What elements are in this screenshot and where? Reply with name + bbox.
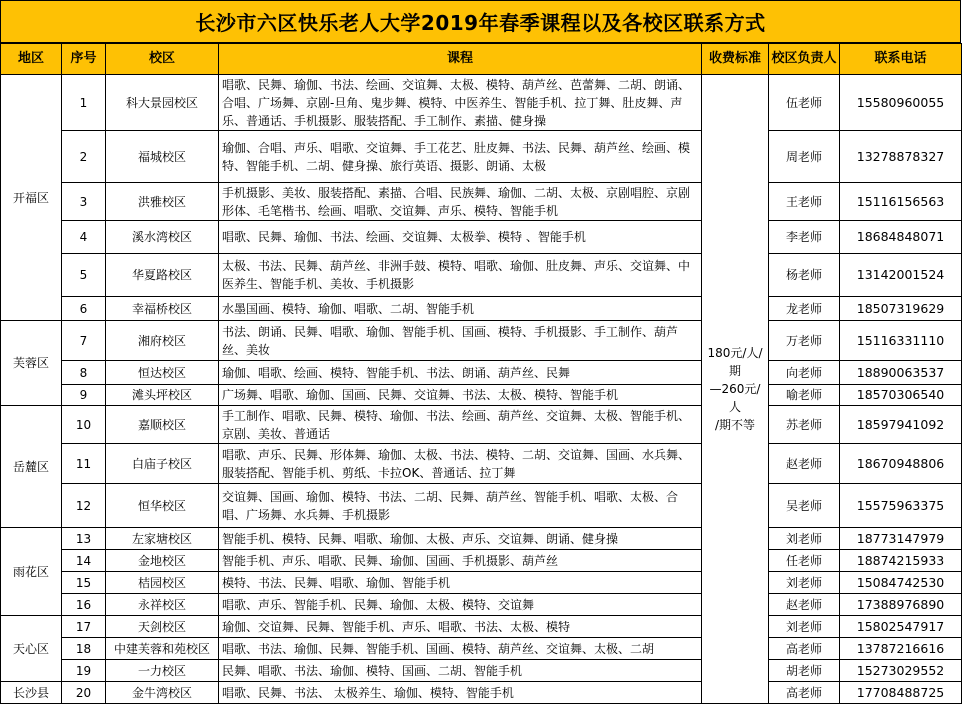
manager-cell: 高老师: [769, 638, 840, 660]
courses-cell: 唱歌、声乐、民舞、形体舞、瑜伽、太极、书法、模特、二胡、交谊舞、国画、水兵舞、服装搭配、智能手机、剪纸、卡拉OK、普通话、拉丁舞: [219, 444, 702, 484]
manager-cell: 吴老师: [769, 484, 840, 528]
manager-cell: 喻老师: [769, 385, 840, 406]
table-row: [1, 594, 962, 616]
table-row: [1, 131, 962, 183]
campus-cell: 桔园校区: [106, 572, 219, 594]
phone-cell: 17388976890: [840, 594, 962, 616]
campus-cell: 永祥校区: [106, 594, 219, 616]
campus-cell: 福城校区: [106, 131, 219, 183]
table-row: [1, 660, 962, 682]
campus-cell: 一力校区: [106, 660, 219, 682]
courses-cell: 广场舞、唱歌、瑜伽、国画、民舞、交谊舞、书法、太极、模特、智能手机: [219, 385, 702, 406]
header-phone: 联系电话: [840, 44, 962, 75]
row-num: 10: [62, 406, 106, 444]
phone-cell: 18684848071: [840, 221, 962, 254]
manager-cell: 王老师: [769, 183, 840, 221]
manager-cell: 刘老师: [769, 528, 840, 550]
fee-line: —260元/人: [709, 382, 761, 414]
district-cell: 芙蓉区: [1, 321, 62, 406]
table-row: [1, 406, 962, 444]
campus-cell: 恒达校区: [106, 361, 219, 385]
row-num: 8: [62, 361, 106, 385]
courses-cell: 瑜伽、合唱、声乐、唱歌、交谊舞、手工花艺、肚皮舞、书法、民舞、葫芦丝、绘画、模特、智能手机、二胡、健身操、旅行英语、摄影、朗诵、太极: [219, 131, 702, 183]
campus-cell: 左家塘校区: [106, 528, 219, 550]
phone-cell: 17708488725: [840, 682, 962, 704]
manager-cell: 龙老师: [769, 297, 840, 321]
table-row: [1, 444, 962, 484]
table-row: [1, 297, 962, 321]
table-row: [1, 616, 962, 638]
row-num: 7: [62, 321, 106, 361]
campus-cell: 华夏路校区: [106, 254, 219, 297]
header-campus: 校区: [106, 44, 219, 75]
table-row: [1, 254, 962, 297]
campus-cell: 滩头坪校区: [106, 385, 219, 406]
courses-cell: 书法、朗诵、民舞、唱歌、瑜伽、智能手机、国画、模特、手机摄影、手工制作、葫芦丝、美妆: [219, 321, 702, 361]
courses-cell: 太极、书法、民舞、葫芦丝、非洲手鼓、模特、唱歌、瑜伽、肚皮舞、声乐、交谊舞、中医养生、智能手机、美妆、手机摄影: [219, 254, 702, 297]
row-num: 14: [62, 550, 106, 572]
row-num: 13: [62, 528, 106, 550]
manager-cell: 刘老师: [769, 572, 840, 594]
table-row: [1, 385, 962, 406]
campus-cell: 恒华校区: [106, 484, 219, 528]
courses-cell: 唱歌、民舞、瑜伽、书法、绘画、交谊舞、太极拳、模特 、智能手机: [219, 221, 702, 254]
courses-cell: 交谊舞、国画、瑜伽、模特、书法、二胡、民舞、葫芦丝、智能手机、唱歌、太极、合唱、广场舞、水兵舞、手机摄影: [219, 484, 702, 528]
sheet-title: 长沙市六区快乐老人大学2019年春季课程以及各校区联系方式: [0, 0, 961, 43]
courses-cell: 水墨国画、模特、瑜伽、唱歌、二胡、智能手机: [219, 297, 702, 321]
row-num: 16: [62, 594, 106, 616]
header-num: 序号: [62, 44, 106, 75]
header-row: [1, 44, 962, 75]
campus-cell: 湘府校区: [106, 321, 219, 361]
campus-cell: 溪水湾校区: [106, 221, 219, 254]
row-num: 4: [62, 221, 106, 254]
phone-cell: 15575963375: [840, 484, 962, 528]
phone-cell: 18597941092: [840, 406, 962, 444]
phone-cell: 13787216616: [840, 638, 962, 660]
campus-cell: 幸福桥校区: [106, 297, 219, 321]
courses-cell: 唱歌、民舞、书法、 太极养生、瑜伽、模特、智能手机: [219, 682, 702, 704]
courses-cell: 智能手机、模特、民舞、唱歌、瑜伽、太极、声乐、交谊舞、朗诵、健身操: [219, 528, 702, 550]
phone-cell: 18670948806: [840, 444, 962, 484]
campus-cell: 天剑校区: [106, 616, 219, 638]
phone-cell: 15116331110: [840, 321, 962, 361]
courses-cell: 智能手机、声乐、唱歌、民舞、瑜伽、国画、手机摄影、葫芦丝: [219, 550, 702, 572]
table-row: [1, 528, 962, 550]
header-courses: 课程: [219, 44, 702, 75]
table-row: [1, 75, 962, 131]
row-num: 9: [62, 385, 106, 406]
table-row: [1, 484, 962, 528]
phone-cell: 18874215933: [840, 550, 962, 572]
header-district: 地区: [1, 44, 62, 75]
phone-cell: 18507319629: [840, 297, 962, 321]
row-num: 1: [62, 75, 106, 131]
campus-cell: 金牛湾校区: [106, 682, 219, 704]
campus-cell: 金地校区: [106, 550, 219, 572]
row-num: 19: [62, 660, 106, 682]
district-cell: 长沙县: [1, 682, 62, 704]
courses-cell: 瑜伽、交谊舞、民舞、智能手机、声乐、唱歌、书法、太极、模特: [219, 616, 702, 638]
manager-cell: 李老师: [769, 221, 840, 254]
campus-cell: 科大景园校区: [106, 75, 219, 131]
row-num: 5: [62, 254, 106, 297]
table-row: [1, 638, 962, 660]
row-num: 12: [62, 484, 106, 528]
courses-cell: 瑜伽、唱歌、绘画、模特、智能手机、书法、朗诵、葫芦丝、民舞: [219, 361, 702, 385]
manager-cell: 赵老师: [769, 594, 840, 616]
phone-cell: 15802547917: [840, 616, 962, 638]
manager-cell: 胡老师: [769, 660, 840, 682]
phone-cell: 13142001524: [840, 254, 962, 297]
manager-cell: 赵老师: [769, 444, 840, 484]
district-cell: 岳麓区: [1, 406, 62, 528]
district-cell: 开福区: [1, 75, 62, 321]
manager-cell: 高老师: [769, 682, 840, 704]
fee-line: 180元/人/期: [707, 346, 763, 378]
row-num: 3: [62, 183, 106, 221]
manager-cell: 杨老师: [769, 254, 840, 297]
manager-cell: 苏老师: [769, 406, 840, 444]
courses-cell: 唱歌、民舞、瑜伽、书法、绘画、交谊舞、太极、模特、葫芦丝、芭蕾舞、二胡、朗诵、合唱、广场舞、京剧-旦角、鬼步舞、模特、中医养生、智能手机、拉丁舞、肚皮舞、声乐、普通话、手机摄影、服装搭配、手工制作、素描、健身操: [219, 75, 702, 131]
manager-cell: 向老师: [769, 361, 840, 385]
phone-cell: 15273029552: [840, 660, 962, 682]
campus-cell: 嘉顺校区: [106, 406, 219, 444]
table-row: [1, 221, 962, 254]
campus-cell: 中建芙蓉和苑校区: [106, 638, 219, 660]
row-num: 11: [62, 444, 106, 484]
phone-cell: 15116156563: [840, 183, 962, 221]
table-row: [1, 550, 962, 572]
row-num: 6: [62, 297, 106, 321]
campus-cell: 白庙子校区: [106, 444, 219, 484]
table-row: [1, 183, 962, 221]
district-cell: 雨花区: [1, 528, 62, 616]
courses-cell: 唱歌、声乐、智能手机、民舞、瑜伽、太极、模特、交谊舞: [219, 594, 702, 616]
table-row: [1, 682, 962, 704]
phone-cell: 15084742530: [840, 572, 962, 594]
fee-cell: [702, 75, 769, 704]
table-row: [1, 361, 962, 385]
phone-cell: 13278878327: [840, 131, 962, 183]
manager-cell: 任老师: [769, 550, 840, 572]
manager-cell: 刘老师: [769, 616, 840, 638]
row-num: 17: [62, 616, 106, 638]
header-fee: 收费标准: [702, 44, 769, 75]
manager-cell: 伍老师: [769, 75, 840, 131]
district-cell: 天心区: [1, 616, 62, 682]
phone-cell: 18570306540: [840, 385, 962, 406]
row-num: 2: [62, 131, 106, 183]
courses-cell: 民舞、唱歌、书法、瑜伽、模特、国画、二胡、智能手机: [219, 660, 702, 682]
courses-cell: 手机摄影、美妆、服装搭配、素描、合唱、民族舞、瑜伽、二胡、太极、京剧唱腔、京剧形体、毛笔楷书、绘画、唱歌、交谊舞、声乐、模特、智能手机: [219, 183, 702, 221]
row-num: 20: [62, 682, 106, 704]
courses-cell: 手工制作、唱歌、民舞、模特、瑜伽、书法、绘画、葫芦丝、交谊舞、太极、智能手机、京剧、美妆、普通话: [219, 406, 702, 444]
manager-cell: 万老师: [769, 321, 840, 361]
courses-cell: 模特、书法、民舞、唱歌、瑜伽、智能手机: [219, 572, 702, 594]
row-num: 18: [62, 638, 106, 660]
row-num: 15: [62, 572, 106, 594]
phone-cell: 15580960055: [840, 75, 962, 131]
table-row: [1, 572, 962, 594]
manager-cell: 周老师: [769, 131, 840, 183]
courses-cell: 唱歌、书法、瑜伽、民舞、智能手机、国画、模特、葫芦丝、交谊舞、太极、二胡: [219, 638, 702, 660]
campus-cell: 洪雅校区: [106, 183, 219, 221]
course-table: [0, 43, 962, 704]
phone-cell: 18773147979: [840, 528, 962, 550]
phone-cell: 18890063537: [840, 361, 962, 385]
header-manager: 校区负责人: [769, 44, 840, 75]
table-row: [1, 321, 962, 361]
fee-line: /期不等: [714, 418, 756, 432]
